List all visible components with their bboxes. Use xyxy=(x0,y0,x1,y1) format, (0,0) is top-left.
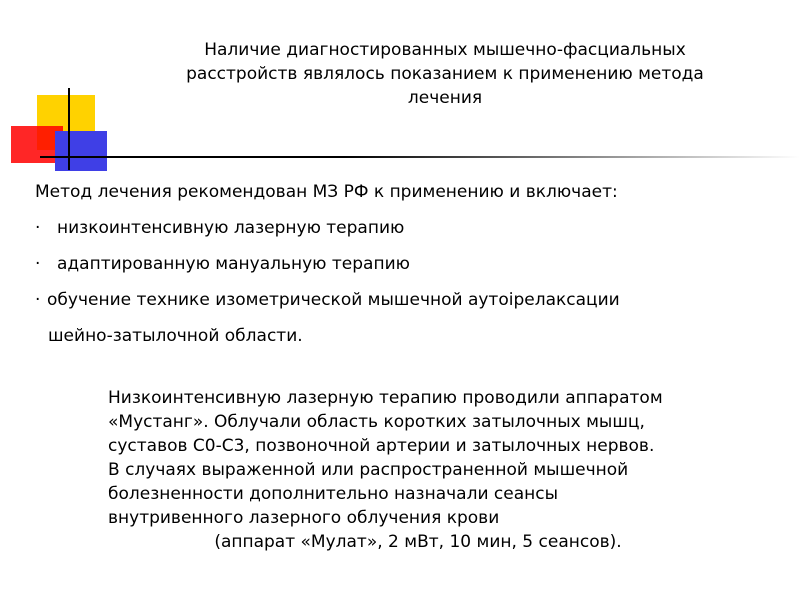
method-list xyxy=(35,174,775,354)
list-item-text: обучение технике изометрической мышечной аутоірелаксации xyxy=(47,290,620,310)
list-item xyxy=(35,210,775,246)
title-divider xyxy=(40,156,800,158)
paragraph-line: внутривенного лазерного облучения крови xyxy=(108,508,500,528)
bullet-icon: · xyxy=(35,290,41,310)
title-line: Наличие диагностированных мышечно-фасциальных xyxy=(204,40,686,60)
list-item-text: низкоинтенсивную лазерную терапию xyxy=(57,218,405,238)
bullet-icon: · xyxy=(35,254,41,274)
title-line: лечения xyxy=(407,88,483,108)
decor-blue-square xyxy=(55,131,107,171)
paragraph-line: (аппарат «Мулат», 2 мВт, 10 мин, 5 сеансов). xyxy=(214,532,622,552)
paragraph-line: Низкоинтенсивную лазерную терапию проводили аппаратом xyxy=(108,388,663,408)
paragraph-line: суставов С0-С3, позвоночной артерии и затылочных нервов. xyxy=(108,436,655,456)
slide-title xyxy=(140,38,750,110)
list-item-continuation: шейно-затылочной области. xyxy=(48,326,303,346)
description-paragraph xyxy=(108,386,768,554)
paragraph-line: «Мустанг». Облучали область коротких затылочных мышц, xyxy=(108,412,645,432)
paragraph-line: болезненности дополнительно назначали сеансы xyxy=(108,484,559,504)
list-item xyxy=(35,282,775,318)
list-item xyxy=(35,246,775,282)
paragraph-line: В случаях выраженной или распространенной мышечной xyxy=(108,460,629,480)
list-item-text: адаптированную мануальную терапию xyxy=(57,254,410,274)
title-line: расстройств являлось показанием к применению метода xyxy=(186,64,704,84)
intro-text: Метод лечения рекомендован МЗ РФ к применению и включает: xyxy=(35,182,618,202)
bullet-icon: · xyxy=(35,218,41,238)
